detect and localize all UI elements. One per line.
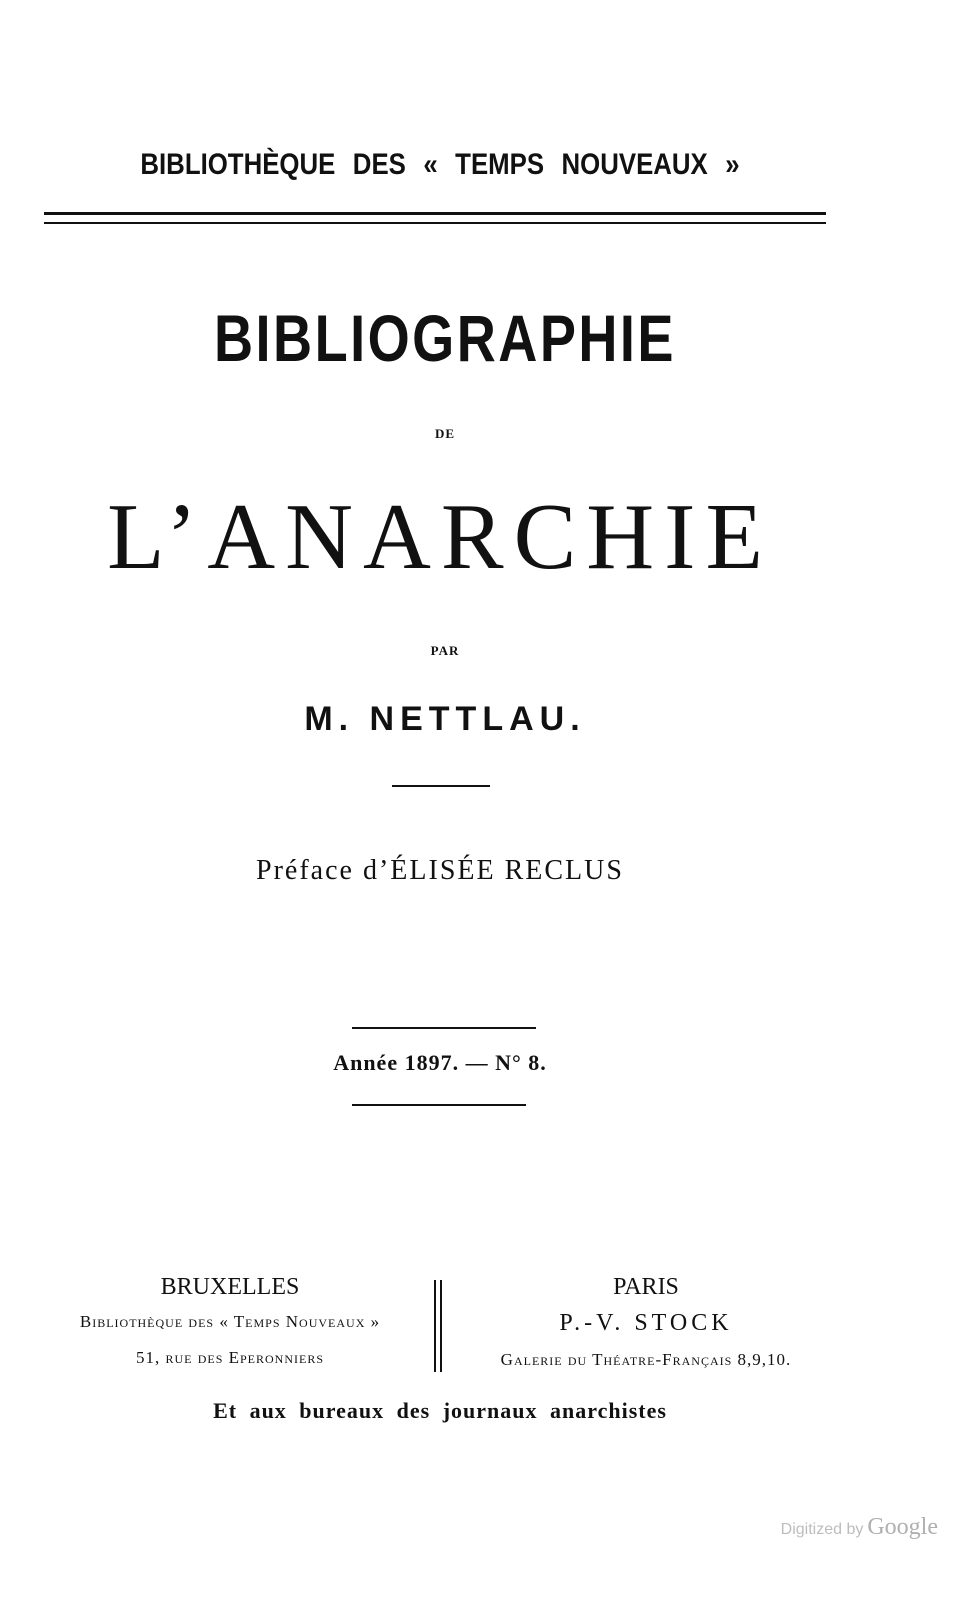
imprint-also-note: Et aux bureaux des journaux anarchistes [213,1398,667,1423]
digitized-prefix: Digitized by [780,1521,864,1538]
author-name: M. NETTLAU. [304,700,586,738]
issue-rule-top [352,1027,536,1029]
book-title: BIBLIOGRAPHIE [214,301,676,375]
issue-rule-bottom [352,1104,526,1106]
title-connector-de: DE [434,426,456,441]
digitized-watermark [781,1514,938,1541]
imprint-divider-right [440,1280,442,1372]
issue-line: Année 1897. — N° 8. [333,1050,547,1075]
imprint-brussels [30,1270,430,1376]
imprint-publisher-paris: P.-V. STOCK [559,1310,733,1336]
title-connector-par: PAR [430,643,460,658]
imprint-paris [446,1270,846,1378]
short-rule [392,785,490,787]
imprint-city-paris: PARIS [613,1274,679,1300]
imprint-address-brussels: 51, rue des Eperonniers [135,1348,325,1367]
google-logo: Google [867,1514,938,1540]
book-subject: L’ANARCHIE [107,485,773,589]
preface-credit: Préface d’ÉLISÉE RECLUS [256,855,624,886]
imprint-address-paris: Galerie du Théatre-Français 8,9,10. [500,1350,792,1369]
top-rule-thick [44,212,826,215]
imprint-divider-left [434,1280,436,1372]
series-title: BIBLIOTHÈQUE DES « TEMPS NOUVEAUX » [140,148,740,181]
top-rule-thin [44,222,826,224]
imprint-publisher-brussels: Bibliothèque des « Temps Nouveaux » [79,1312,381,1331]
imprint-city-brussels: BRUXELLES [160,1274,300,1300]
